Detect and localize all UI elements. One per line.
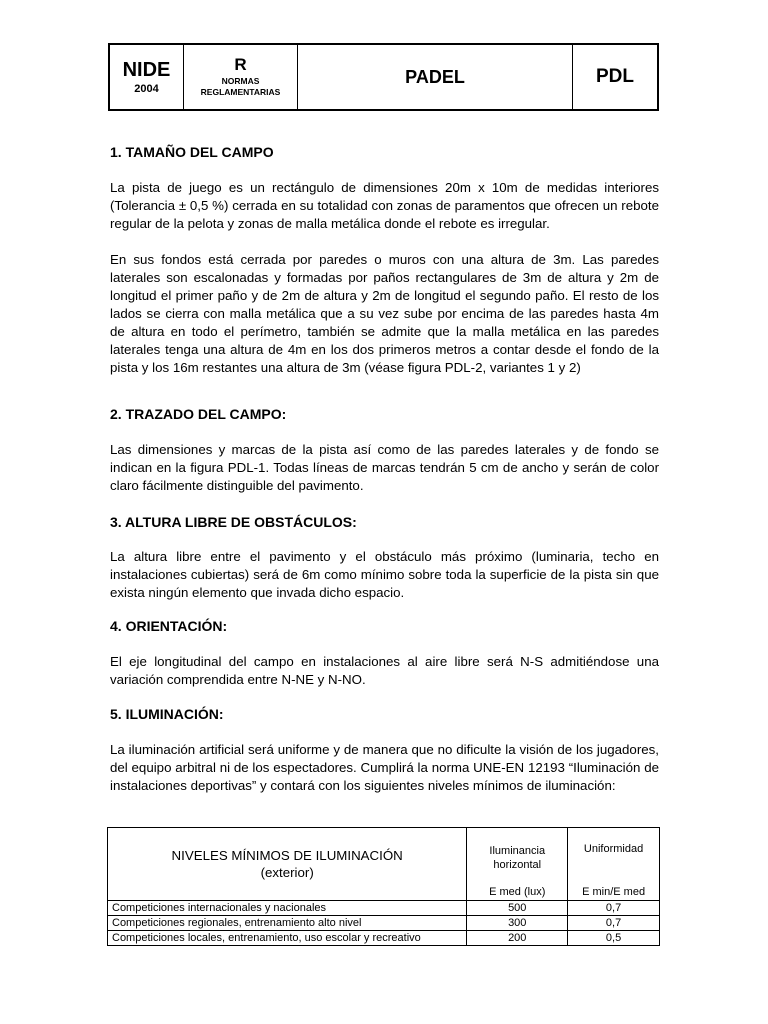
table-row (108, 931, 660, 946)
nide-cell (110, 45, 184, 109)
row-label: Competiciones regionales, entrenamiento alto nivel (108, 916, 467, 931)
paragraph: Las dimensiones y marcas de la pista así como de las paredes laterales y de fondo se indican en la figura PDL-1. Todas líneas de marcas tendrán 5 cm de ancho y serán de color claro fácilmente distinguible del pavimento. (110, 442, 659, 493)
paragraph: La altura libre entre el pavimento y el obstáculo más próximo (luminaria, techo en instalaciones cubiertas) será de 6m como mínimo sobre toda la superficie de la pista sin que exista ningún elemento que invada dicho espacio. (110, 549, 659, 600)
section-heading: 1. TAMAÑO DEL CAMPO (110, 144, 274, 160)
illumination-table (107, 827, 660, 946)
row-lux: 200 (467, 931, 568, 946)
nide-label: NIDE (122, 59, 171, 81)
sport-code-cell (573, 45, 657, 109)
regulation-type-label (201, 76, 281, 98)
row-label: Competiciones locales, entrenamiento, uso escolar y recreativo (108, 931, 467, 946)
regulation-type-cell (184, 45, 298, 109)
sport-title: PADEL (405, 66, 465, 87)
illuminance-header-line-1: Iluminancia (489, 845, 546, 857)
row-lux: 500 (467, 901, 568, 916)
nide-year: 2004 (134, 83, 159, 95)
uniformity-header-top: Uniformidad (583, 843, 644, 855)
illuminance-header-line-2: horizontal (493, 859, 542, 871)
table-header-row (108, 828, 660, 901)
illuminance-unit: E med (lux) (489, 886, 546, 898)
table-title: NIVELES MÍNIMOS DE ILUMINACIÓN (171, 848, 403, 863)
section-heading: 2. TRAZADO DEL CAMPO: (110, 406, 287, 422)
row-uniformity: 0,7 (568, 901, 660, 916)
table-row (108, 916, 660, 931)
paragraph: En sus fondos está cerrada por paredes o muros con una altura de 3m. Las paredes laterales son escalonadas y formadas por paños rectangulares de 3m de altura y 2m de longitud el primer paño y de 2m de altura y 2m de longitud el segundo paño. El resto de los lados se cierra con malla metálica que a su vez sube por encima de las paredes hasta 4m de altura en todo el perímetro, también se admite que la malla metálica en las paredes laterales tenga una altura de 4m en los dos primeros metros a contar desde el fondo de la pista y los 16m restantes una altura de 3m (véase figura PDL-2, variantes 1 y 2) (110, 252, 659, 375)
section-heading: 4. ORIENTACIÓN: (110, 618, 228, 634)
sport-title-cell (298, 45, 573, 109)
table-row (108, 901, 660, 916)
paragraph: El eje longitudinal del campo en instalaciones al aire libre será N-S admitiéndose una variación comprendida entre N-NE y N-NO. (110, 654, 659, 687)
uniformity-header (568, 828, 660, 901)
table-subtitle: (exterior) (260, 865, 314, 880)
document-header (108, 43, 659, 111)
section-heading: 5. ILUMINACIÓN: (110, 706, 224, 722)
section-heading: 3. ALTURA LIBRE DE OBSTÁCULOS: (110, 514, 357, 530)
row-label: Competiciones internacionales y nacionales (108, 901, 467, 916)
regulation-type-line-1: NORMAS (221, 76, 260, 86)
row-lux: 300 (467, 916, 568, 931)
paragraph: La pista de juego es un rectángulo de dimensiones 20m x 10m de medidas interiores (Tolerancia ± 0,5 %) cerrada en su totalidad con zonas de paramentos que ofrecen un rebote regular de la pelota y zonas de malla metálica donde el rebote es irregular. (110, 180, 659, 231)
uniformity-unit: E min/E med (582, 886, 646, 898)
regulation-type-letter: R (234, 55, 247, 74)
row-uniformity: 0,7 (568, 916, 660, 931)
sport-code: PDL (596, 66, 634, 87)
illuminance-header-top (467, 844, 567, 872)
row-uniformity: 0,5 (568, 931, 660, 946)
paragraph: La iluminación artificial será uniforme y de manera que no dificulte la visión de los jugadores, del equipo arbitral ni de los espectadores. Cumplirá la norma UNE-EN 12193 “Iluminación de instalaciones deportivas” y contará con los siguientes niveles mínimos de iluminación: (110, 742, 659, 793)
illuminance-header (467, 828, 568, 901)
table-title-cell (108, 828, 467, 901)
regulation-type-line-2: REGLAMENTARIAS (200, 87, 281, 97)
